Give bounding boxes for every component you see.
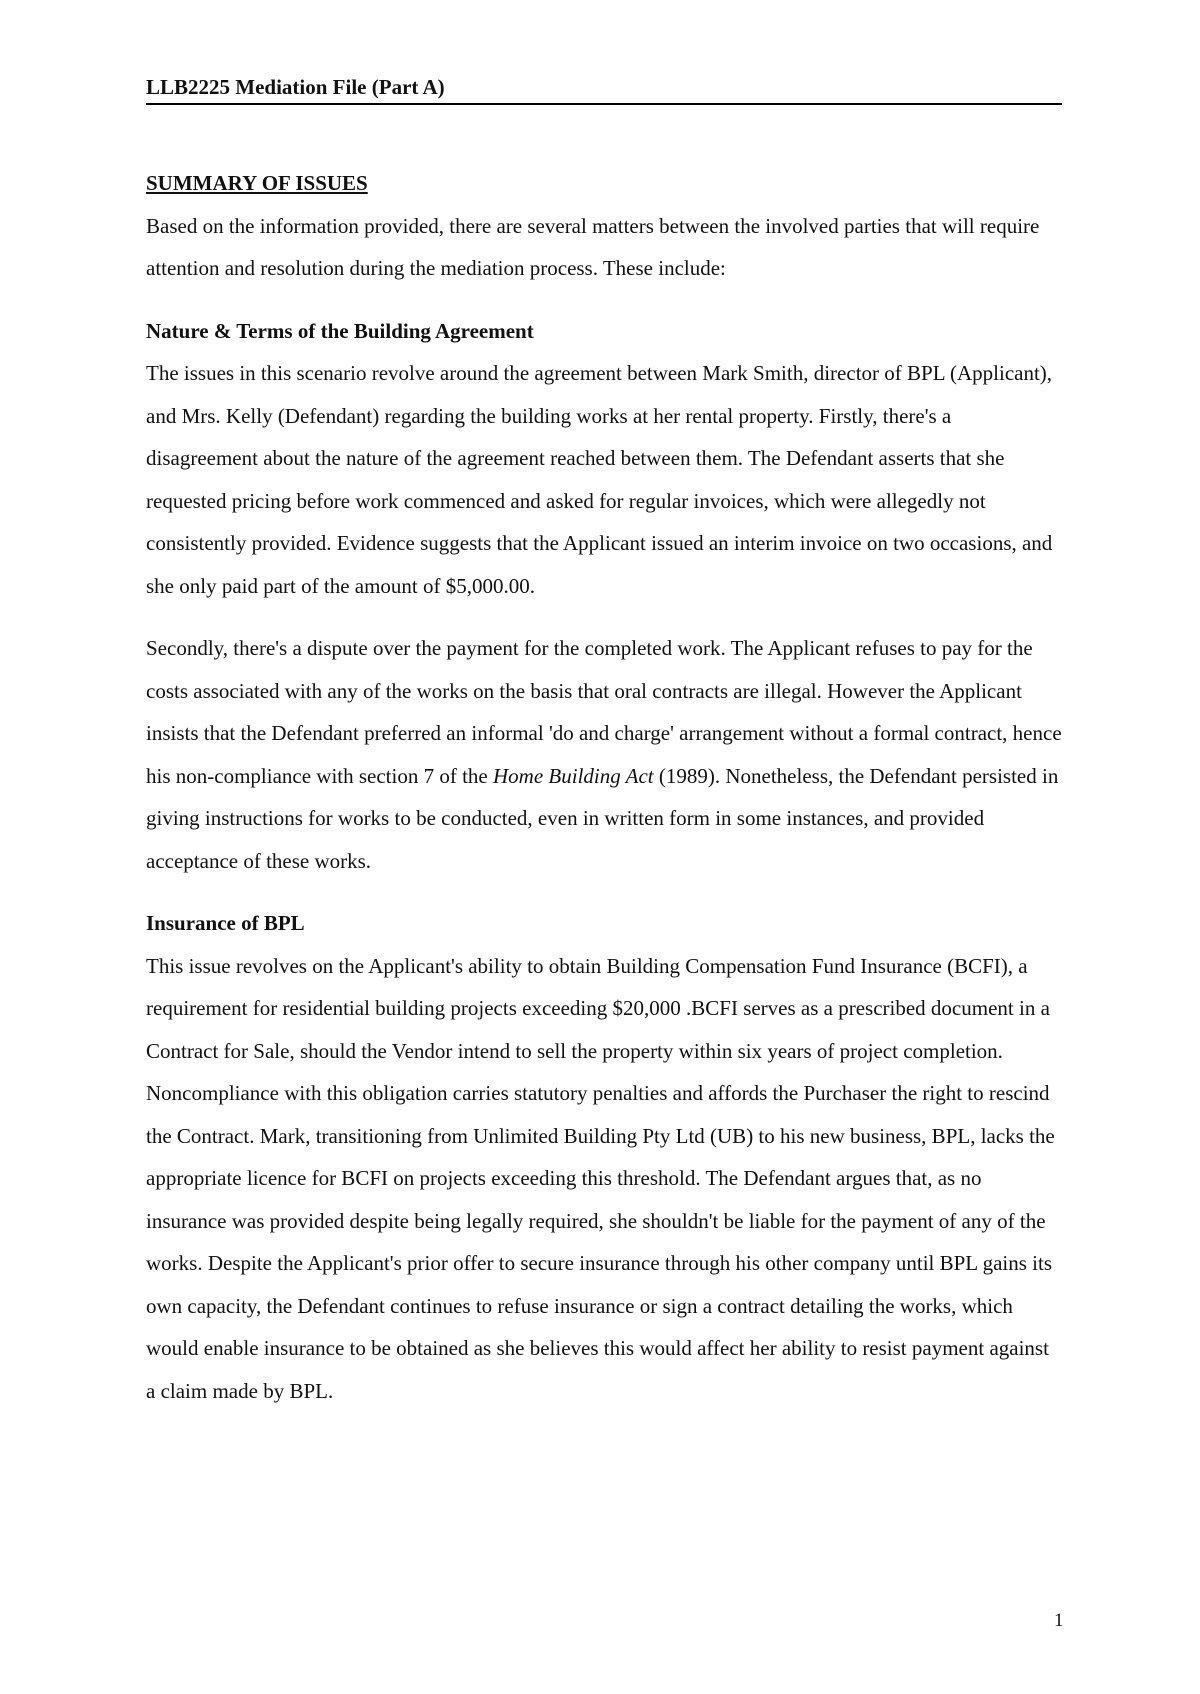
- page-header: LLB2225 Mediation File (Part A): [146, 74, 1062, 105]
- agreement-paragraph-2-start: Secondly, there's a dispute over the payment for the completed work. The Applicant refuses to pay for the costs associated with any of the works on the basis that oral contracts are illegal. However the Applicant insists that the Defendant preferred an informal 'do and charge' arrangement without a formal contract, hence his non-compliance with section 7 of the: [146, 636, 1062, 788]
- agreement-paragraph-2: [146, 627, 1062, 882]
- intro-paragraph: Based on the information provided, there are several matters between the involved parties that will require attention and resolution during the mediation process. These include:: [146, 213, 1040, 280]
- agreement-paragraph-2-end: (1989). Nonetheless, the Defendant persisted in giving instructions for works to be conducted, even in written form in some instances, and provided acceptance of these works.: [146, 763, 1059, 873]
- insurance-paragraph: This issue revolves on the Applicant's ability to obtain Building Compensation Fund Insurance (BCFI), a requirement for residential building projects exceeding $20,000 .BCFI serves as a prescribed document in a Contract for Sale, should the Vendor intend to sell the property within six years of project completion. Noncompliance with this obligation carries statutory penalties and affords the Purchaser the right to rescind the Contract. Mark, transitioning from Unlimited Building Pty Ltd (UB) to his new business, BPL, lacks the appropriate licence for BCFI on projects exceeding this threshold. The Defendant argues that, as no insurance was provided despite being legally required, she shouldn't be liable for the payment of any of the works. Despite the Applicant's prior offer to secure insurance through his other company until BPL gains its own capacity, the Defendant continues to refuse insurance or sign a contract detailing the works, which would enable insurance to be obtained as she believes this would affect her ability to resist payment against a claim made by BPL.: [146, 953, 1055, 1403]
- document-body: [146, 162, 1062, 1412]
- summary-title: SUMMARY OF ISSUES: [146, 171, 368, 195]
- section-heading-insurance: Insurance of BPL: [146, 911, 305, 935]
- act-title: Home Building Act: [493, 763, 654, 788]
- page-number: 1: [1054, 1610, 1064, 1631]
- agreement-paragraph-1: The issues in this scenario revolve around the agreement between Mark Smith, director of BPL (Applicant), and Mrs. Kelly (Defendant) regarding the building works at her rental property. Firstly, there's a disagreement about the nature of the agreement reached between them. The Defendant asserts that she requested pricing before work commenced and asked for regular invoices, which were allegedly not consistently provided. Evidence suggests that the Applicant issued an interim invoice on two occasions, and she only paid part of the amount of $5,000.00.: [146, 361, 1053, 598]
- section-heading-agreement: Nature & Terms of the Building Agreement: [146, 318, 534, 343]
